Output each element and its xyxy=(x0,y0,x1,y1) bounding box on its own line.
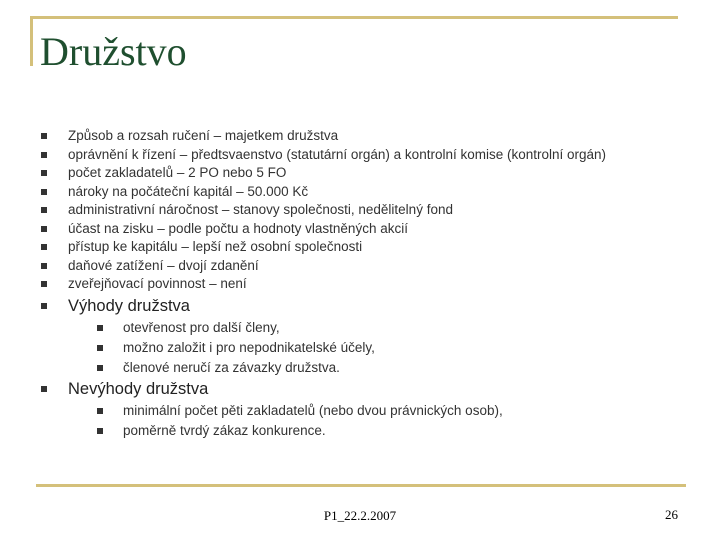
square-bullet-icon xyxy=(41,263,47,269)
list-item xyxy=(41,220,408,238)
page-number: 26 xyxy=(665,507,678,522)
list-item-text: oprávnění k řízení – předtsvaenstvo (statutární orgán) a kontrolní komise (kontrolní orgán) xyxy=(68,147,607,162)
list-item-text: počet zakladatelů – 2 PO nebo 5 FO xyxy=(68,165,287,180)
advantage-item: možno založit i pro nepodnikatelské účely, xyxy=(97,339,375,357)
list-item-text: účast na zisku – podle počtu a hodnoty vlastněných akcií xyxy=(68,221,408,236)
square-bullet-icon xyxy=(41,303,47,309)
square-bullet-icon xyxy=(97,428,103,434)
footer-text: P1_22.2.2007 xyxy=(323,508,397,523)
list-item xyxy=(41,164,286,182)
square-bullet-icon xyxy=(97,408,103,414)
list-item xyxy=(41,257,259,275)
square-bullet-icon xyxy=(41,133,47,139)
disadvantages-heading: Nevýhody družstva xyxy=(41,378,208,400)
disadvantage-item: poměrně tvrdý zákaz konkurence. xyxy=(97,422,326,440)
square-bullet-icon xyxy=(41,207,47,213)
bottom-border-line xyxy=(36,484,686,487)
square-bullet-icon xyxy=(41,281,47,287)
square-bullet-icon xyxy=(41,189,47,195)
left-border-line xyxy=(30,16,33,66)
square-bullet-icon xyxy=(41,226,47,232)
advantage-item: otevřenost pro další členy, xyxy=(97,319,280,337)
square-bullet-icon xyxy=(41,386,47,392)
list-item xyxy=(41,183,308,201)
list-item xyxy=(41,146,606,164)
list-item-text: daňové zatížení – dvojí zdanění xyxy=(68,258,259,273)
square-bullet-icon xyxy=(41,152,47,158)
square-bullet-icon xyxy=(97,345,103,351)
advantage-item: členové neručí za závazky družstva. xyxy=(97,359,340,377)
list-item-text: zveřejňovací povinnost – není xyxy=(68,276,247,291)
top-border-line xyxy=(30,16,678,19)
list-item xyxy=(41,127,338,145)
list-item xyxy=(41,275,247,293)
list-item-text: nároky na počáteční kapitál – 50.000 Kč xyxy=(68,184,309,199)
square-bullet-icon xyxy=(41,244,47,250)
advantages-heading: Výhody družstva xyxy=(41,295,190,317)
square-bullet-icon xyxy=(97,325,103,331)
list-item-text: Způsob a rozsah ručení – majetkem družstva xyxy=(68,128,339,143)
list-item-text: administrativní náročnost – stanovy společnosti, nedělitelný fond xyxy=(68,202,453,217)
disadvantage-item: minimální počet pěti zakladatelů (nebo dvou právnických osob), xyxy=(97,402,503,420)
list-item xyxy=(41,201,453,219)
list-item-text: přístup ke kapitálu – lepší než osobní společnosti xyxy=(68,239,363,254)
square-bullet-icon xyxy=(97,365,103,371)
square-bullet-icon xyxy=(41,170,47,176)
slide-title: Družstvo xyxy=(40,29,187,74)
list-item xyxy=(41,238,362,256)
